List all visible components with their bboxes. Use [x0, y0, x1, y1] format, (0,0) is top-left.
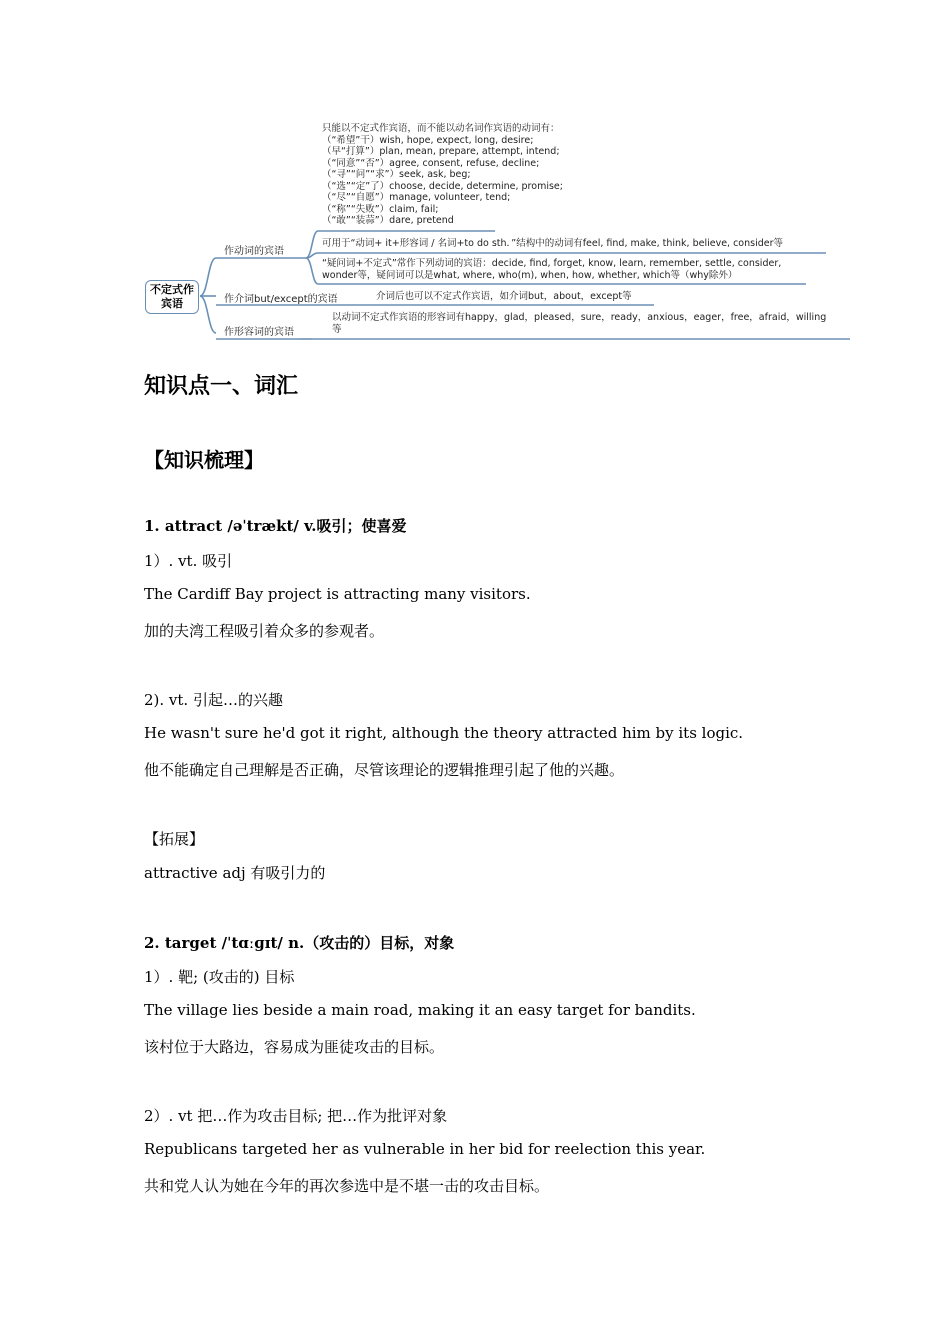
connector-1-3	[306, 258, 318, 284]
mind-map-node-preposition: 介词后也可以不定式作宾语，如介词but，about，except等	[376, 291, 632, 302]
subsection-title: 【知识梳理】	[144, 448, 264, 472]
connector-branch-3	[200, 296, 216, 333]
section-title: 知识点一、词汇	[144, 373, 299, 399]
branch-label-preposition-object: 作介词but/except的宾语	[224, 294, 338, 305]
sense-label: 2）. vt 把…作为攻击目标; 把…作为批评对象	[144, 1107, 448, 1125]
mind-map-node-it-structure: 可用于“动词+ it+形容词 / 名词+to do sth．”结构中的动词有feel, find, make, think, believe, consider等	[322, 238, 784, 249]
mind-map	[140, 118, 855, 348]
mind-map-node-adjective: 以动词不定式作宾语的形容词有happy，glad，pleased，sure，ready，anxious，eager，free，afraid，willing 等	[332, 312, 827, 335]
branch-label-verb-object: 作动词的宾语	[224, 246, 284, 257]
example-english: The village lies beside a main road, making it an easy target for bandits.	[144, 1001, 696, 1019]
example-chinese: 该村位于大路边，容易成为匪徒攻击的目标。	[144, 1038, 445, 1056]
entry-heading-target: 2. target /ˈtɑːɡɪt/ n.（攻击的）目标，对象	[144, 934, 455, 952]
example-chinese: 共和党人认为她在今年的再次参选中是不堪一击的攻击目标。	[144, 1177, 550, 1195]
extension-text: attractive adj 有吸引力的	[144, 864, 326, 882]
example-english: The Cardiff Bay project is attracting many visitors.	[144, 585, 531, 603]
example-english: He wasn't sure he'd got it right, although the theory attracted him by its logic.	[144, 724, 744, 742]
example-chinese: 加的夫湾工程吸引着众多的参观者。	[144, 622, 385, 640]
example-chinese: 他不能确定自己理解是否正确，尽管该理论的逻辑推理引起了他的兴趣。	[144, 761, 625, 779]
mind-map-root: 不定式作宾语	[145, 280, 199, 314]
example-english: Republicans targeted her as vulnerable in her bid for reelection this year.	[144, 1140, 706, 1158]
branch-label-adjective-object: 作形容词的宾语	[224, 327, 294, 338]
extension-label: 【拓展】	[144, 830, 205, 848]
sense-label: 2). vt. 引起…的兴趣	[144, 691, 283, 709]
sense-label: 1）. 靶; (攻击的) 目标	[144, 968, 295, 986]
connector-branch-1	[200, 258, 216, 296]
entry-heading-attract: 1. attract /əˈtrækt/ v.吸引；使喜爱	[144, 517, 407, 535]
mind-map-node-infinitive-verbs: 只能以不定式作宾语，而不能以动名词作宾语的动词有： （“希望”干）wish, hope, expect, long, desire; （早“打算”）plan, mean, prepare, attempt, intend; （“同意”“否”）agree, consent, refuse, decline; （“寻”“问”“求”）seek, ask, beg; （“选”“定”了）choose, decide, determine, promise; （“尽”“自愿”）manage, volunteer, tend; （“称”“失败”）claim, fail; （“敢”“装蒜”）dare, pretend	[322, 123, 563, 226]
mind-map-node-question-word: “疑问词+不定式”常作下列动词的宾语：decide, find, forget, know, learn, remember, settle, consider, wonder等，疑问词可以是what, where, who(m), when, how, whether, which等（why除外）	[322, 258, 782, 281]
sense-label: 1）. vt. 吸引	[144, 552, 233, 570]
